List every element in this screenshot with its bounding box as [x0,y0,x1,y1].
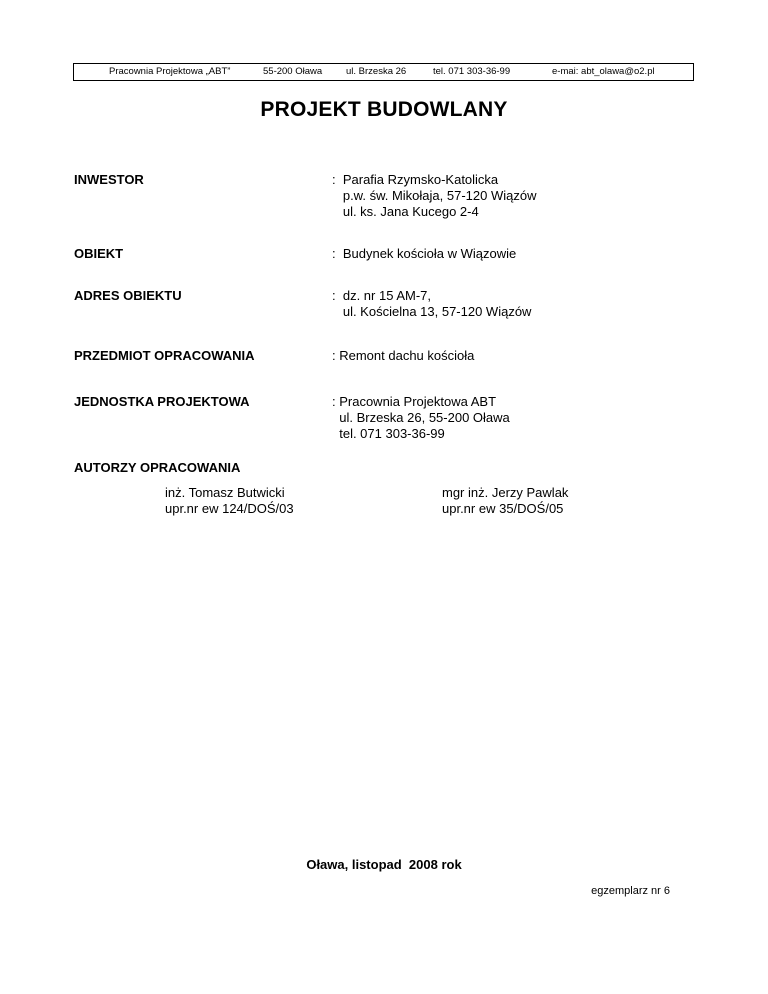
object-line-1: : Budynek kościoła w Wiązowie [332,246,517,261]
investor-value [332,172,536,220]
copy-number: egzemplarz nr 6 [591,885,670,897]
unit-line-3: tel. 071 303-36-99 [332,426,445,441]
letterhead-street: ul. Brzeska 26 [346,66,407,77]
letterhead-email: e-mai: abt_olawa@o2.pl [552,66,655,77]
author-2-license: upr.nr ew 35/DOŚ/05 [442,501,564,516]
letterhead-postal: 55-200 Oława [263,66,323,77]
investor-label: INWESTOR [74,172,144,187]
unit-label: JEDNOSTKA PROJEKTOWA [74,394,250,409]
letterhead [73,63,694,81]
letterhead-company: Pracownia Projektowa „ABT” [109,66,231,77]
address-label: ADRES OBIEKTU [74,288,182,303]
subject-value [332,348,474,364]
author-2-name: mgr inż. Jerzy Pawlak [442,485,569,500]
unit-value [332,394,510,442]
subject-label: PRZEDMIOT OPRACOWANIA [74,348,255,363]
investor-line-1: : Parafia Rzymsko-Katolicka [332,172,499,187]
address-value [332,288,531,320]
place-date: Oława, listopad 2008 rok [306,857,462,872]
investor-line-2: p.w. św. Mikołaja, 57-120 Wiązów [332,188,537,203]
letterhead-phone: tel. 071 303-36-99 [433,66,511,77]
authors-label: AUTORZY OPRACOWANIA [74,460,241,475]
address-line-1: : dz. nr 15 AM-7, [332,288,431,303]
author-1-name: inż. Tomasz Butwicki [165,485,285,500]
address-line-2: ul. Kościelna 13, 57-120 Wiązów [332,304,532,319]
object-label: OBIEKT [74,246,124,261]
author-1 [165,485,294,517]
investor-line-3: ul. ks. Jana Kucego 2-4 [332,204,479,219]
document-title: PROJEKT BUDOWLANY [260,98,508,121]
unit-line-1: : Pracownia Projektowa ABT [332,394,497,409]
author-1-license: upr.nr ew 124/DOŚ/03 [165,501,294,516]
author-2 [442,485,568,517]
subject-line-1: : Remont dachu kościoła [332,348,475,363]
object-value [332,246,516,262]
unit-line-2: ul. Brzeska 26, 55-200 Oława [332,410,510,425]
